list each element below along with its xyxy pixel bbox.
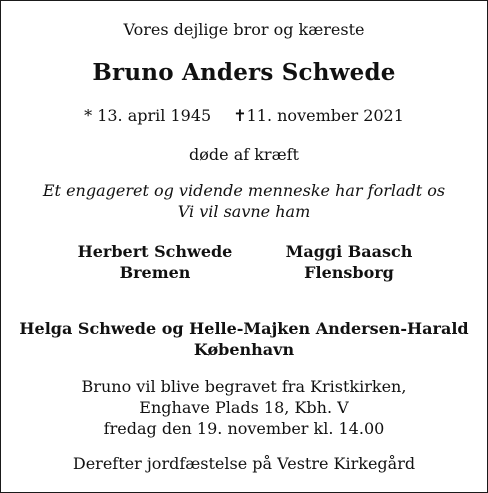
- quote-line: Et engageret og vidende menneske har forladt os: [42, 181, 446, 200]
- funeral-line: fredag den 19. november kl. 14.00: [103, 419, 385, 438]
- death-date: 11. november 2021: [246, 106, 404, 125]
- mourner-name: Herbert Schwede: [77, 242, 233, 261]
- mourner-block: [249, 241, 449, 283]
- birth-date: 13. april 1945: [97, 106, 212, 125]
- intro-text: Vores dejlige bror og kæreste: [123, 20, 365, 39]
- funeral-details: [1, 376, 487, 439]
- burial-text: Derefter jordfæstelse på Vestre Kirkegård: [72, 454, 416, 473]
- quote-line: Vi vil savne ham: [177, 202, 311, 221]
- life-dates: [1, 108, 487, 124]
- mourner-place: Flensborg: [304, 263, 394, 282]
- deceased-name: Bruno Anders Schwede: [92, 59, 396, 86]
- mourner-place: Bremen: [119, 263, 191, 282]
- mourner-block: [1, 318, 487, 360]
- death-cross-icon: ✝: [233, 106, 247, 125]
- funeral-line: Enghave Plads 18, Kbh. V: [139, 398, 349, 417]
- birth-star-icon: *: [84, 106, 93, 125]
- mourner-name: Maggi Baasch: [285, 242, 413, 261]
- funeral-line: Bruno vil blive begravet fra Kristkirken,: [81, 377, 407, 396]
- cause-of-death: døde af kræft: [189, 145, 299, 164]
- mourner-name: Helga Schwede og Helle-Majken Andersen-Harald: [19, 319, 469, 338]
- mourner-block: [55, 241, 255, 283]
- mourner-place: København: [193, 340, 295, 359]
